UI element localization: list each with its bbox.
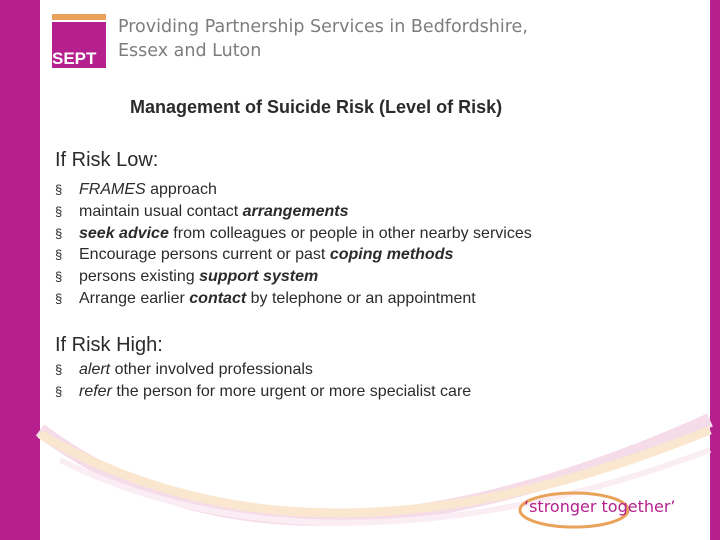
item-text-run: maintain usual contact: [79, 202, 243, 220]
low-risk-item: [55, 288, 532, 310]
item-text-run: by telephone or an appointment: [246, 289, 476, 307]
item-text-run: from colleagues or people in other nearby services: [168, 224, 532, 242]
item-text-run: other involved professionals: [110, 361, 313, 378]
bullet-marker-icon: §: [55, 362, 63, 377]
item-text-run: support system: [199, 268, 319, 286]
item-text-run: FRAMES: [79, 181, 146, 198]
bullet-marker-icon: §: [55, 383, 63, 399]
organisation-name: [118, 15, 538, 63]
item-text-run: Arrange earlier: [79, 289, 190, 307]
bullet-marker-icon: §: [55, 203, 63, 219]
organisation-name-line2: Essex and Luton: [118, 41, 262, 61]
decorative-swoosh: [0, 400, 720, 540]
item-text-run: coping methods: [329, 246, 454, 264]
low-risk-item: [55, 223, 532, 245]
low-risk-item: [55, 244, 532, 266]
logo-accent-bar: [52, 14, 106, 20]
bullet-marker-icon: §: [55, 247, 63, 263]
low-risk-item: [55, 266, 532, 288]
item-text-run: arrangements: [242, 202, 349, 220]
risk-low-list: [55, 179, 532, 310]
item-text-run: seek advice: [79, 224, 169, 242]
item-text-run: alert: [79, 361, 111, 378]
low-risk-item: [55, 179, 532, 201]
bullet-marker-icon: §: [55, 182, 63, 197]
item-text-run: the person for more urgent or more specialist care: [111, 382, 472, 400]
bullet-marker-icon: §: [55, 269, 63, 285]
low-risk-item: [55, 201, 532, 223]
bullet-marker-icon: §: [55, 290, 63, 306]
item-text-run: contact: [189, 289, 247, 307]
risk-low-heading: If Risk Low:: [55, 149, 159, 171]
organisation-name-line1: Providing Partnership Services in Bedfordshire,: [118, 17, 528, 37]
item-text-run: Encourage persons current or past: [79, 246, 330, 264]
item-text-run: approach: [145, 181, 217, 198]
tagline: ‘stronger together’: [524, 497, 676, 516]
logo-text: SEPT: [52, 49, 97, 68]
item-text-run: refer: [79, 382, 112, 400]
bullet-marker-icon: §: [55, 225, 63, 241]
high-risk-item: [55, 359, 471, 381]
risk-high-heading: If Risk High:: [55, 334, 163, 356]
slide-title: Management of Suicide Risk (Level of Risk): [130, 97, 503, 117]
risk-high-list: [55, 359, 471, 403]
item-text-run: persons existing: [79, 268, 200, 286]
